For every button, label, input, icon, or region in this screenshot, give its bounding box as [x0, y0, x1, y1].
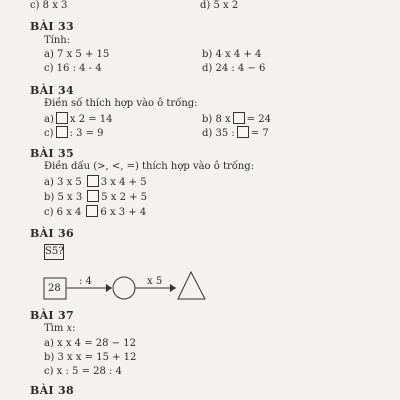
exercise-35-c-right: 6 x 3 + 4 — [100, 207, 147, 218]
prev-exercise-d: d) 5 x 2 — [200, 0, 239, 11]
exercise-34-instruction: Điền số thích hợp vào ô trống: — [44, 98, 198, 109]
exercise-35-a — [44, 175, 147, 189]
exercise-34-a-suffix: x 2 = 14 — [69, 114, 113, 125]
exercise-34-b-suffix: = 24 — [246, 114, 271, 125]
exercise-35-a-left: a) 3 x 5 — [44, 177, 82, 188]
blank-box[interactable] — [56, 126, 68, 138]
exercise-37-c: c) x : 5 = 28 : 4 — [44, 366, 122, 377]
exercise-37-title: BÀI 37 — [30, 309, 74, 322]
blank-box[interactable] — [237, 126, 249, 138]
compare-box[interactable] — [86, 205, 98, 217]
exercise-35-b — [44, 190, 147, 204]
operation-multiply-label: x 5 — [147, 276, 163, 287]
exercise-33-a: a) 7 x 5 + 15 — [44, 49, 110, 60]
triangle-node — [178, 272, 205, 299]
instruction-variable: x — [66, 323, 73, 334]
exercise-33-b: b) 4 x 4 + 4 — [202, 49, 262, 60]
exercise-33-c: c) 16 : 4 - 4 — [44, 63, 102, 74]
exercise-35-b-left: b) 5 x 3 — [44, 192, 83, 203]
exercise-35-title: BÀI 35 — [30, 147, 74, 160]
exercise-38-title: BÀI 38 — [30, 384, 74, 397]
exercise-33-d: d) 24 : 4 − 6 — [202, 63, 266, 74]
exercise-35-c-left: c) 6 x 4 — [44, 207, 82, 218]
instruction-text: Tìm — [44, 323, 67, 334]
exercise-36-title: BÀI 36 — [30, 227, 74, 240]
exercise-34-c — [44, 126, 104, 140]
compare-box[interactable] — [87, 190, 99, 202]
exercise-34-a — [44, 112, 113, 126]
exercise-35-c — [44, 205, 146, 219]
circle-node — [113, 277, 135, 299]
blank-box[interactable] — [56, 112, 68, 124]
exercise-33-title: BÀI 33 — [30, 20, 74, 33]
exercise-34-d-prefix: d) 35 : — [202, 128, 235, 139]
exercise-34-c-prefix: c) — [44, 128, 54, 139]
exercise-35-a-right: 3 x 4 + 5 — [100, 177, 147, 188]
exercise-37-b: b) 3 x x = 15 + 12 — [44, 352, 137, 363]
operation-divide-label: : 4 — [79, 276, 92, 287]
exercise-33-instruction: Tính: — [44, 35, 71, 46]
exercise-34-a-prefix: a) — [44, 114, 54, 125]
compare-box[interactable] — [87, 175, 99, 187]
exercise-37-instruction — [44, 323, 76, 335]
exercise-34-b-prefix: b) 8 x — [202, 114, 231, 125]
exercise-37-a: a) x x 4 = 28 − 12 — [44, 338, 136, 349]
exercise-34-title: BÀI 34 — [30, 84, 74, 97]
exercise-34-b — [202, 112, 271, 126]
start-value: 28 — [48, 283, 61, 294]
exercise-34-d-suffix: = 7 — [250, 128, 269, 139]
arrow-head-2 — [170, 284, 176, 292]
blank-box[interactable] — [233, 112, 245, 124]
instruction-colon: : — [72, 323, 76, 334]
exercise-34-d — [202, 126, 269, 140]
exercise-35-instruction: Điền dấu (>, <, =) thích hợp vào ô trống: — [44, 161, 255, 172]
question-box: S5? — [44, 244, 64, 260]
exercise-35-b-right: 5 x 2 + 5 — [101, 192, 148, 203]
prev-exercise-c: c) 8 x 3 — [30, 0, 68, 11]
arrow-head-1 — [106, 284, 112, 292]
exercise-34-c-suffix: : 3 = 9 — [69, 128, 104, 139]
